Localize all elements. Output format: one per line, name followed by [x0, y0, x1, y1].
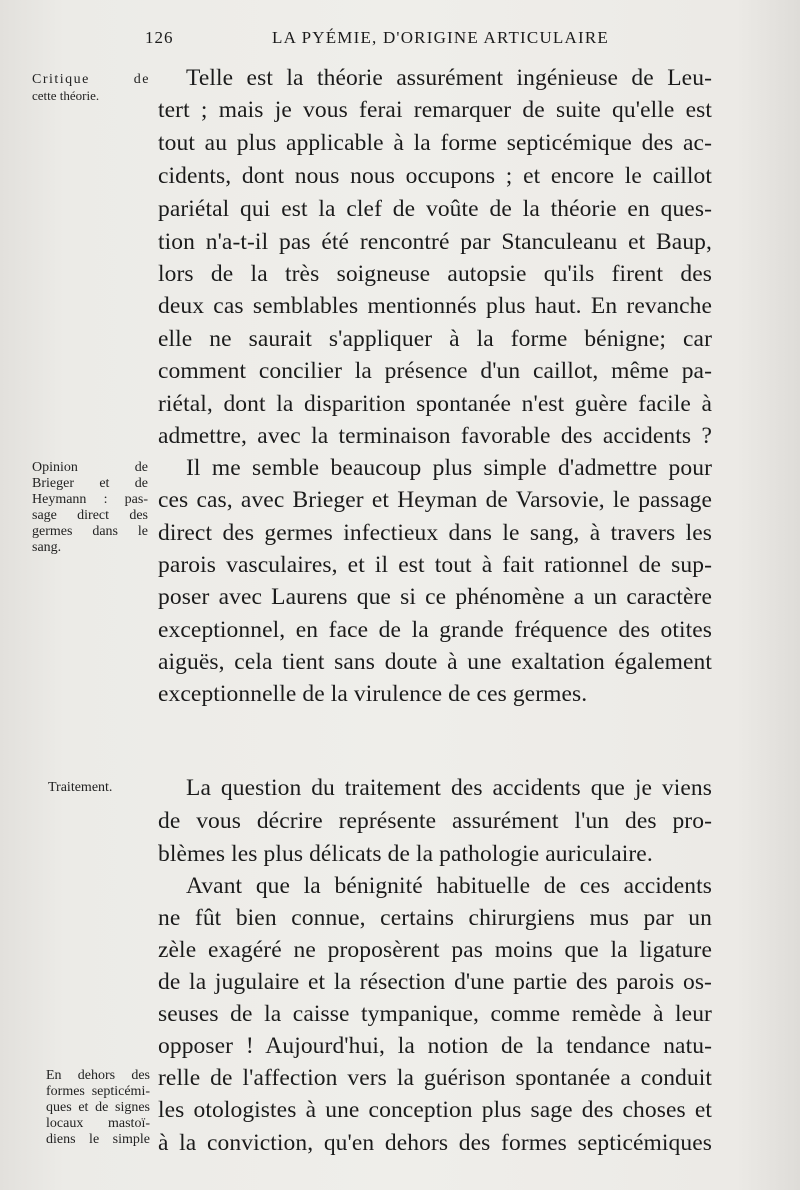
margin-note-line: ques et de signes — [46, 1100, 150, 1115]
body-line: lors de la très soigneuse autopsie qu'ils firent des — [158, 261, 712, 287]
body-line: La question du traitement des accidents que je viens — [186, 775, 712, 801]
body-line: ces cas, avec Brieger et Heyman de Varsovie, le passage — [158, 487, 712, 513]
body-line: à la conviction, qu'en dehors des formes septicémiques — [158, 1130, 712, 1156]
body-line: Il me semble beaucoup plus simple d'admettre pour — [186, 455, 712, 481]
body-line: opposer ! Aujourd'hui, la notion de la tendance natu- — [158, 1033, 712, 1059]
running-title: LA PYÉMIE, D'ORIGINE ARTICULAIRE — [272, 28, 609, 47]
body-line: exceptionnel, en face de la grande fréquence des otites — [158, 617, 712, 643]
body-line: Avant que la bénignité habituelle de ces accidents — [186, 873, 712, 899]
body-line: riétal, dont la disparition spontanée n'est guère facile à — [158, 391, 712, 417]
body-line: de la jugulaire et la résection d'une partie des parois os- — [158, 969, 712, 995]
body-line: comment concilier la présence d'un caillot, même pa- — [158, 358, 712, 384]
body-line: Telle est la théorie assurément ingénieuse de Leu- — [186, 65, 712, 91]
margin-note-line: locaux mastoï- — [46, 1116, 150, 1131]
body-line: seuses de la caisse tympanique, comme remède à leur — [158, 1001, 712, 1027]
margin-note-en-dehors — [46, 1068, 150, 1148]
margin-note-line: diens le simple — [46, 1132, 150, 1147]
body-line: tert ; mais je vous ferai remarquer de suite qu'elle est — [158, 97, 712, 123]
margin-note-line: Heymann : pas- — [32, 492, 148, 507]
body-line: cidents, dont nous nous occupons ; et encore le caillot — [158, 163, 712, 189]
margin-note-line: cette théorie. — [32, 88, 100, 103]
margin-note-critique — [32, 72, 150, 104]
body-line: blèmes les plus délicats de la pathologie auriculaire. — [158, 841, 653, 867]
margin-note-line: Critique de — [32, 72, 150, 87]
margin-note-line: sang. — [32, 540, 62, 555]
body-line: relle de l'affection vers la guérison spontanée a conduit — [158, 1065, 712, 1091]
margin-note-line: En dehors des — [46, 1068, 150, 1083]
margin-note-opinion — [32, 460, 148, 556]
body-line: poser avec Laurens que si ce phénomène a un caractère — [158, 584, 712, 610]
body-line: zèle exagéré ne proposèrent pas moins que la ligature — [158, 937, 712, 963]
margin-note-line: sage direct des — [32, 508, 148, 523]
body-line: admettre, avec la terminaison favorable des accidents ? — [158, 423, 712, 449]
body-line: aiguës, cela tient sans doute à une exaltation également — [158, 649, 712, 675]
body-line: les otologistes à une conception plus sage des choses et — [158, 1097, 712, 1123]
body-line: tout au plus applicable à la forme septicémique des ac- — [158, 130, 712, 156]
body-line: tion n'a-t-il pas été rencontré par Stanculeanu et Baup, — [158, 229, 712, 255]
body-line: ne fût bien connue, certains chirurgiens mus par un — [158, 905, 712, 931]
margin-note-line: formes septicémi- — [46, 1084, 150, 1099]
body-line: exceptionnelle de la virulence de ces germes. — [158, 681, 588, 707]
margin-note-line: germes dans le — [32, 524, 148, 539]
body-line: pariétal qui est la clef de voûte de la théorie en ques- — [158, 196, 712, 222]
page-number: 126 — [145, 28, 174, 47]
margin-note-line: Traitement. — [48, 780, 113, 795]
body-line: deux cas semblables mentionnés plus haut. En revanche — [158, 293, 712, 319]
margin-note-traitement — [48, 780, 148, 796]
body-line: parois vasculaires, et il est tout à fait rationnel de sup- — [158, 552, 712, 578]
page-header — [0, 28, 800, 52]
body-line: elle ne saurait s'appliquer à la forme bénigne; car — [158, 326, 712, 352]
body-line: direct des germes infectieux dans le sang, à travers les — [158, 520, 712, 546]
body-line: de vous décrire représente assurément l'un des pro- — [158, 808, 712, 834]
margin-note-line: Opinion de — [32, 460, 148, 475]
margin-note-line: Brieger et de — [32, 476, 148, 491]
